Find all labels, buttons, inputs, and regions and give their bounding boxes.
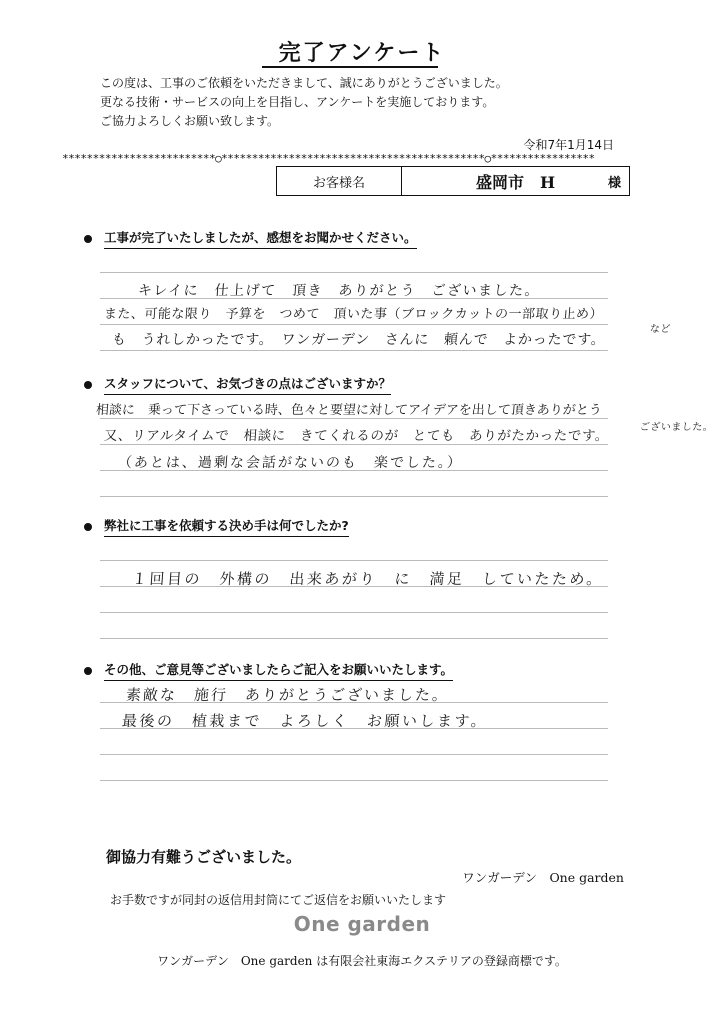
company-name: ワンガーデン One garden bbox=[462, 870, 624, 885]
answer-2-line-3: （あとは、過剰な会話がないのも 楽でした。） bbox=[117, 455, 464, 471]
answer-rule bbox=[100, 324, 608, 325]
answer-rule bbox=[100, 780, 608, 781]
customer-name-box bbox=[276, 166, 630, 196]
answer-2-line-2: 又、リアルタイムで 相談に きてくれるのが とても ありがたかったです。 bbox=[103, 428, 610, 444]
bullet-icon bbox=[84, 523, 92, 531]
intro-line-3: ご協力よろしくお願い致します。 bbox=[100, 114, 280, 128]
intro-line-1: この度は、工事のご依頼をいただきまして、誠にありがとうございました。 bbox=[100, 76, 508, 90]
answer-3-line-1: １回目の 外構の 出来あがり に 満足 していたため。 bbox=[131, 570, 605, 588]
question-4-text: その他、ご意見等ございましたらご記入をお願いいたします。 bbox=[104, 660, 453, 681]
answer-rule bbox=[100, 418, 608, 419]
answer-rule bbox=[100, 350, 608, 351]
answer-1-line-1: キレイに 仕上げて 頂き ありがとう ございました。 bbox=[137, 283, 541, 299]
bullet-icon bbox=[84, 381, 92, 389]
question-3 bbox=[84, 516, 349, 537]
answer-rule bbox=[100, 444, 608, 445]
answer-rule bbox=[100, 754, 608, 755]
customer-suffix: 様 bbox=[607, 175, 621, 191]
question-1-text: 工事が完了いたしましたが、感想をお聞かせください。 bbox=[104, 228, 417, 249]
bullet-icon bbox=[84, 235, 92, 243]
answer-1-line-3: も うれしかったです。 ワンガーデン さんに 頼んで よかったです。 bbox=[111, 332, 607, 348]
answer-rule bbox=[100, 560, 608, 561]
date: 令和7年1月14日 bbox=[523, 138, 614, 152]
question-4 bbox=[84, 660, 453, 681]
answer-rule bbox=[100, 638, 608, 639]
one-garden-logo: One garden bbox=[293, 912, 431, 936]
answer-4-line-1: 素敵な 施行 ありがとうございました。 bbox=[125, 686, 450, 704]
question-2 bbox=[84, 374, 391, 395]
answer-2-line-1: 相談に 乗って下さっている時、色々と要望に対してアイデアを出して頂きありがとう bbox=[95, 403, 603, 418]
answer-rule bbox=[100, 496, 608, 497]
answer-1-line-2: また、可能な限り 予算を つめて 頂いた事（ブロックカットの一部取り止め） bbox=[103, 307, 604, 322]
answer-1-note: など bbox=[649, 324, 672, 335]
page-title: 完了アンケート bbox=[278, 41, 446, 66]
intro-line-2: 更なる技術・サービスの向上を目指し、アンケートを実施しております。 bbox=[100, 95, 495, 109]
answer-rule bbox=[100, 612, 608, 613]
customer-value-cell bbox=[402, 167, 629, 195]
star-separator: *************************○*******************************************○***************** bbox=[62, 152, 595, 165]
customer-label: お客様名 bbox=[277, 167, 402, 195]
answer-2-note: ございました。 bbox=[639, 422, 714, 433]
answer-4-line-2: 最後の 植栽まで よろしく お願いします。 bbox=[121, 712, 489, 730]
question-1 bbox=[84, 228, 417, 249]
title-underline bbox=[262, 66, 438, 68]
thanks-message: 御協力有難うございました。 bbox=[106, 848, 302, 866]
trademark-note: ワンガーデン One garden は有限会社東海エクステリアの登録商標です。 bbox=[157, 954, 567, 968]
question-3-text: 弊社に工事を依頼する決め手は何でしたか? bbox=[104, 516, 349, 537]
customer-name: 盛岡市 H bbox=[475, 172, 556, 192]
question-2-text: スタッフについて、お気づきの点はございますか？ bbox=[104, 374, 391, 395]
bullet-icon bbox=[84, 667, 92, 675]
return-note: お手数ですが同封の返信用封筒にてご返信をお願いいたします bbox=[110, 893, 447, 907]
answer-rule bbox=[100, 272, 608, 273]
